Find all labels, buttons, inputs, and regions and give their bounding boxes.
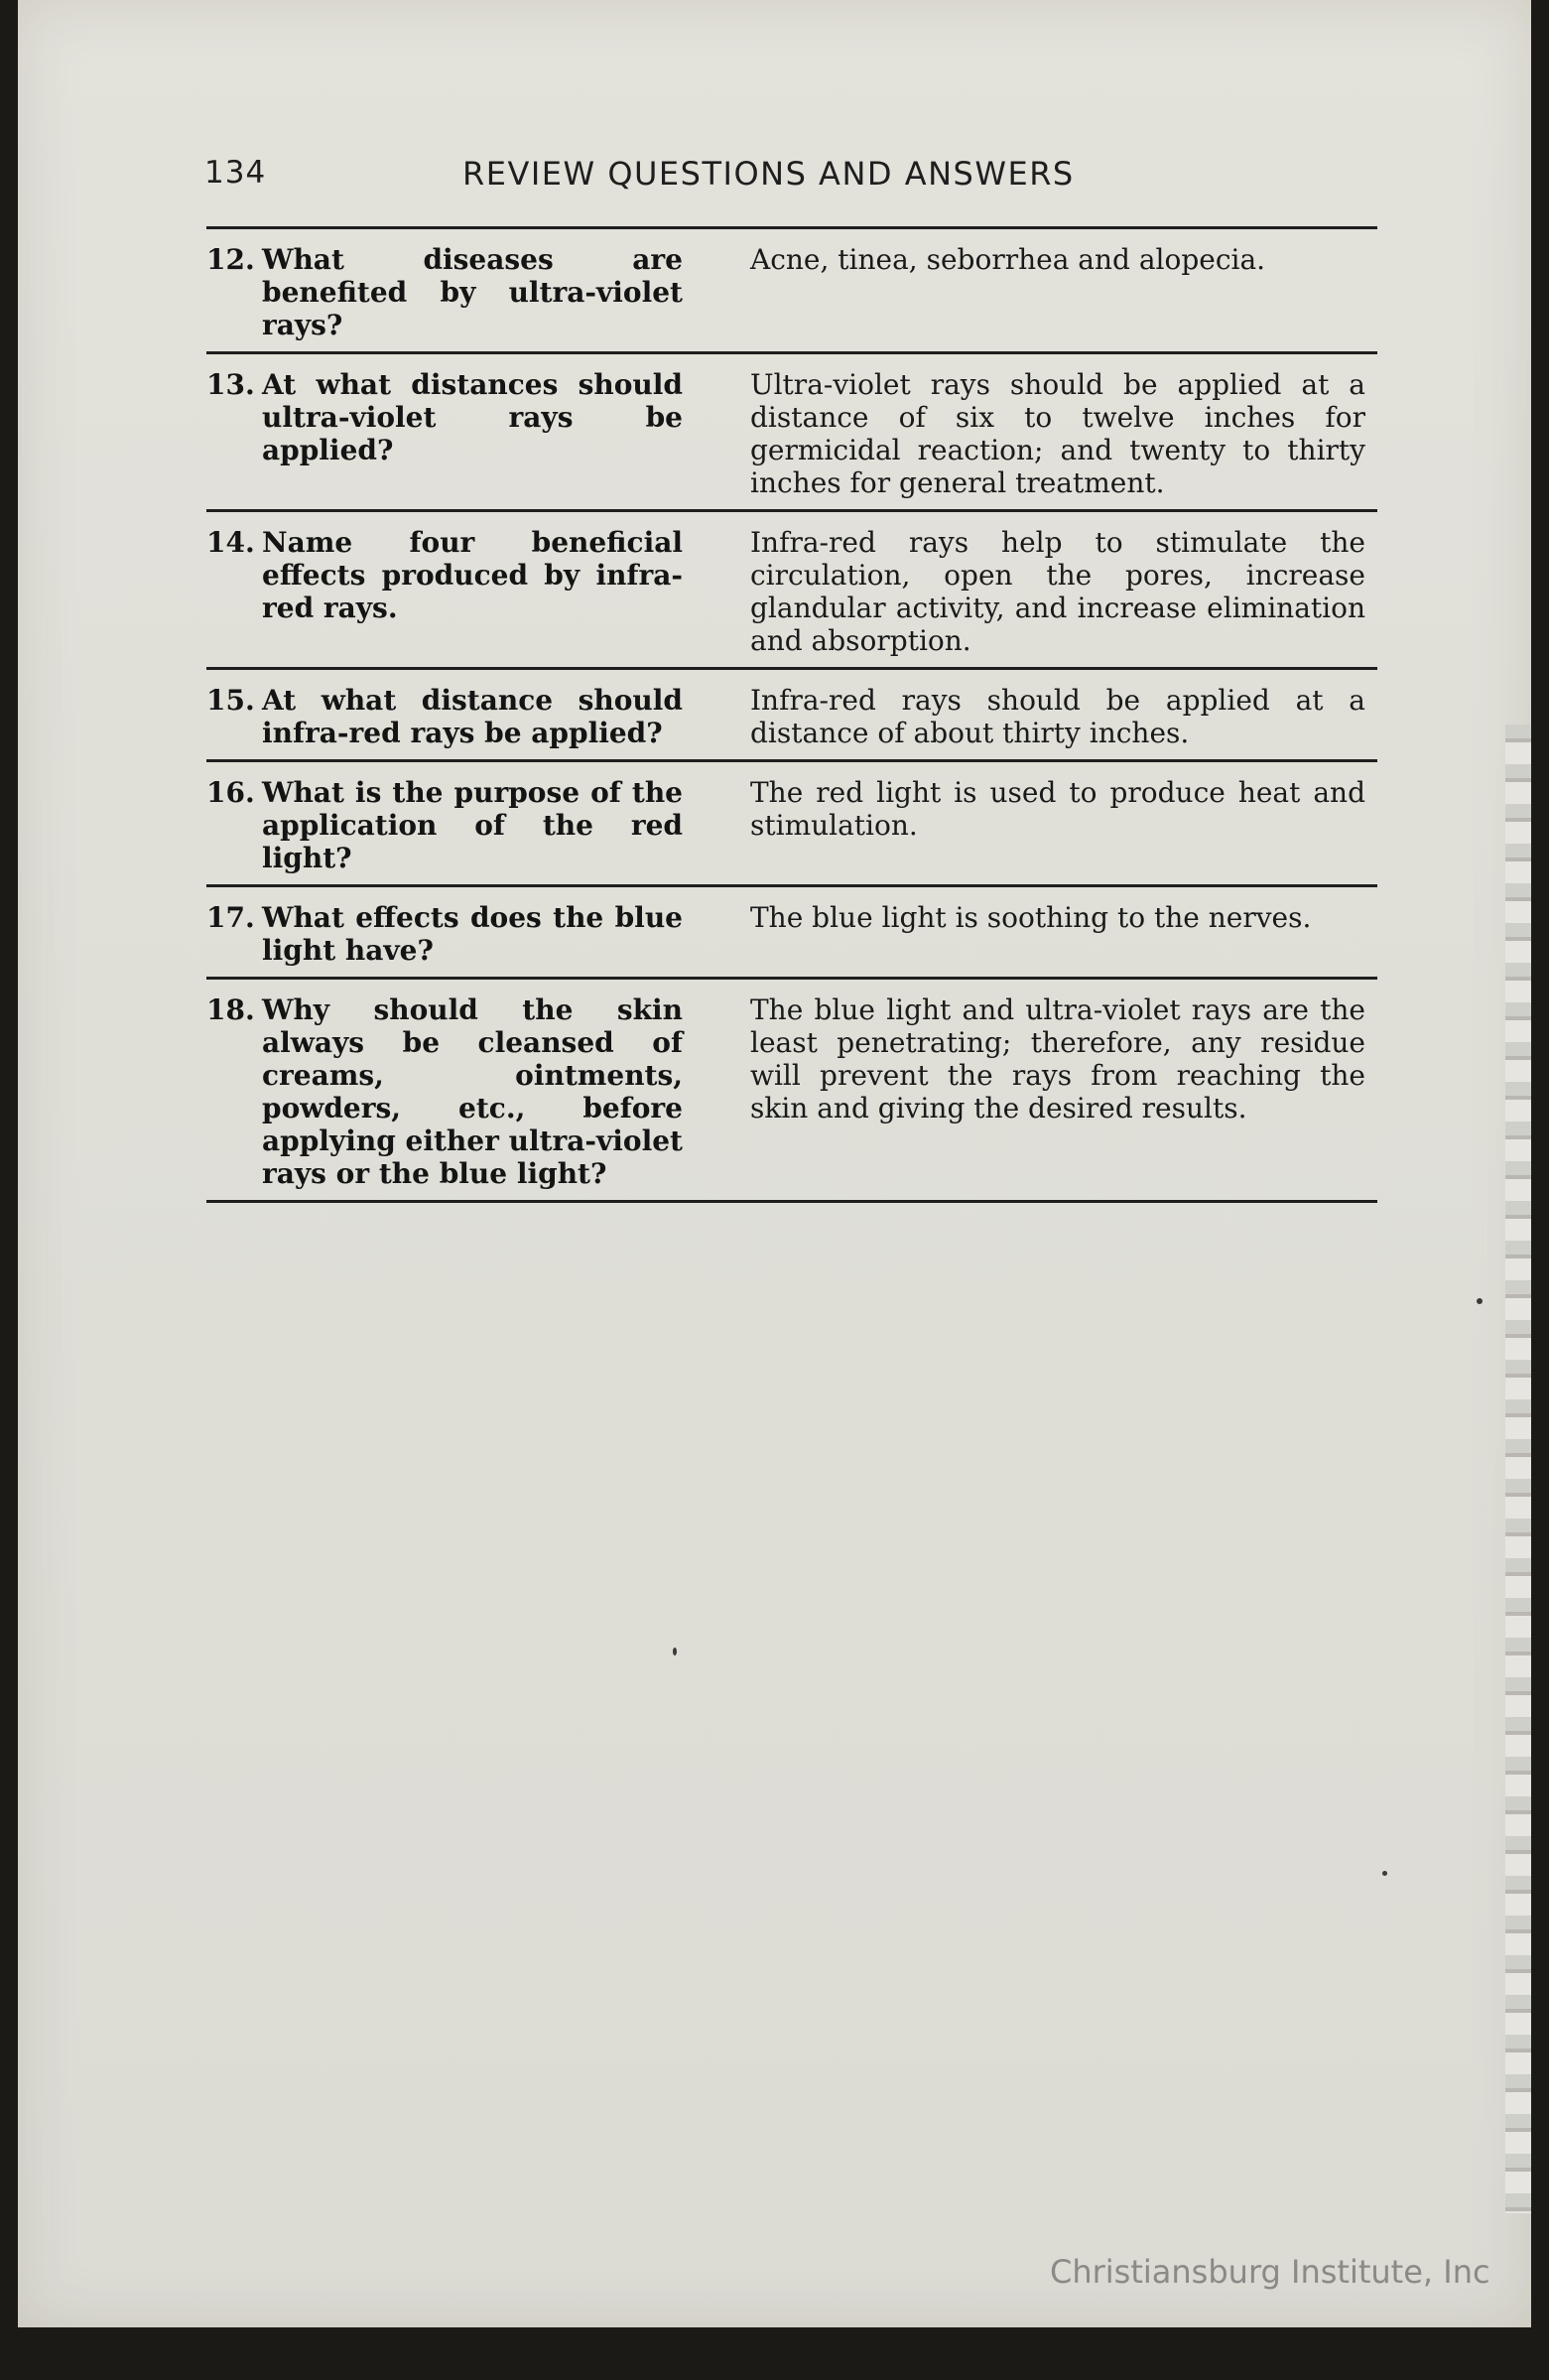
answer-text: Acne, tinea, seborrhea and alopecia. [750,243,1266,276]
answer-text: Ultra-violet rays should be applied at a distance of six to twelve inches for germicidal reaction; and twenty to thirty inches for general treatment. [750,368,1365,499]
question-cell [206,993,703,1190]
qa-row [206,354,1377,512]
question-number: 17. [206,901,255,934]
question-cell [206,526,703,657]
page-header [204,155,1306,198]
page-edge [1505,725,1531,2213]
question-text: Name four beneficial effects produced by infra-red rays. [262,526,683,624]
question-text: What is the purpose of the application of the red light? [262,776,683,874]
question-number: 16. [206,776,255,809]
question-text: At what distances should ultra-violet rays be applied? [262,368,683,466]
question-number: 18. [206,993,255,1026]
paper-speck [1477,1298,1483,1304]
question-number: 13. [206,368,255,401]
question-cell [206,776,703,874]
question-text: What effects does the blue light have? [262,901,683,967]
question-number: 15. [206,684,255,717]
qa-row [206,512,1377,670]
page-number: 134 [204,155,267,191]
answer-text: The red light is used to produce heat and stimulation. [750,776,1365,842]
answer-text: The blue light and ultra-violet rays are the least penetrating; therefore, any residue will prevent the rays from reaching the skin and giving the desired results. [750,993,1365,1124]
qa-row [206,229,1377,354]
question-cell [206,243,703,341]
book-page [18,0,1531,2327]
question-cell [206,901,703,967]
question-number: 14. [206,526,255,559]
question-cell [206,684,703,749]
question-cell [206,368,703,499]
answer-text: The blue light is soothing to the nerves. [750,901,1312,934]
qa-row [206,670,1377,762]
qa-row [206,887,1377,980]
paper-speck [1382,1871,1387,1876]
running-title: REVIEW QUESTIONS AND ANSWERS [462,155,1075,193]
question-text: What diseases are benefited by ultra-violet rays? [262,243,683,341]
question-text: At what distance should infra-red rays be applied? [262,684,683,749]
answer-text: Infra-red rays should be applied at a distance of about thirty inches. [750,684,1365,749]
paper-speck [673,1648,677,1655]
qa-table [206,226,1377,1203]
question-text: Why should the skin always be cleansed of creams, ointments, powders, etc., before applying either ultra-violet rays or the blue light? [262,993,683,1190]
watermark: Christiansburg Institute, Inc [1050,2253,1490,2291]
question-number: 12. [206,243,255,276]
answer-text: Infra-red rays help to stimulate the circulation, open the pores, increase glandular activity, and increase elimination and absorption. [750,526,1365,657]
qa-row [206,762,1377,887]
qa-row [206,980,1377,1203]
